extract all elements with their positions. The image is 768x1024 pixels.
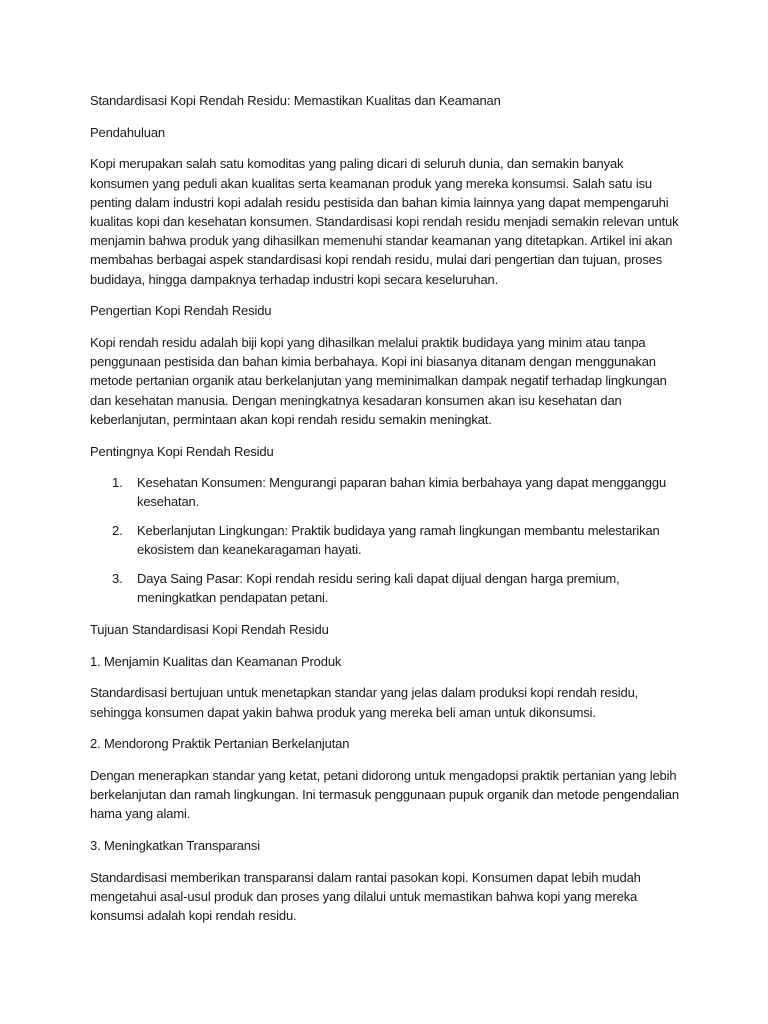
goal-3-paragraph: Standardisasi memberikan transparansi dalam rantai pasokan kopi. Konsumen dapat lebih mudah mengetahui asal-usul produk dan proses yang dilalui untuk memastikan bahwa kopi yang mereka konsumsi adalah kopi rendah residu. — [90, 869, 641, 924]
document-body — [90, 91, 680, 938]
importance-list — [90, 473, 680, 607]
definition-heading: Pengertian Kopi Rendah Residu — [90, 303, 272, 319]
intro-heading: Pendahuluan — [90, 124, 165, 140]
goal-3-heading: 3. Meningkatkan Transparansi — [90, 838, 260, 854]
list-item-number: 1. — [112, 475, 123, 491]
document-title: Standardisasi Kopi Rendah Residu: Memastikan Kualitas dan Keamanan — [90, 93, 501, 108]
list-item — [90, 473, 680, 511]
goal-2-heading: 2. Mendorong Praktik Pertanian Berkelanjutan — [90, 736, 350, 752]
intro-paragraph: Kopi merupakan salah satu komoditas yang paling dicari di seluruh dunia, dan semakin banyak konsumen yang peduli akan kualitas serta keamanan produk yang mereka konsumsi. Salah satu isu penting dalam industri kopi adalah residu pestisida dan bahan kimia lainnya yang dapat mempengaruhi kualitas kopi dan kesehatan konsumen. Standardisasi kopi rendah residu menjadi semakin relevan untuk menjamin bahwa produk yang dihasilkan memenuhi standar keamanan yang ditetapkan. Artikel ini akan membahas berbagai aspek standardisasi kopi rendah residu, mulai dari pengertian dan tujuan, proses budidaya, hingga dampaknya terhadap industri kopi secara keseluruhan. — [90, 156, 679, 287]
definition-paragraph: Kopi rendah residu adalah biji kopi yang dihasilkan melalui praktik budidaya yang minim atau tanpa penggunaan pestisida dan bahan kimia berbahaya. Kopi ini biasanya ditanam dengan menggunakan metode pertanian organik atau berkelanjutan yang meminimalkan dampak negatif terhadap lingkungan dan kesehatan manusia. Dengan meningkatnya kesadaran konsumen akan isu kesehatan dan keberlanjutan, permintaan akan kopi rendah residu semakin meningkat. — [90, 335, 667, 427]
importance-heading: Pentingnya Kopi Rendah Residu — [90, 443, 274, 459]
goal-2-paragraph: Dengan menerapkan standar yang ketat, petani didorong untuk mengadopsi praktik pertanian yang lebih berkelanjutan dan ramah lingkungan. Ini termasuk penggunaan pupuk organik dan metode pengendalian hama yang alami. — [90, 767, 679, 822]
list-item-number: 3. — [112, 571, 123, 587]
goal-1-heading: 1. Menjamin Kualitas dan Keamanan Produk — [90, 653, 342, 669]
list-item — [90, 569, 680, 607]
list-item-text: Keberlanjutan Lingkungan: Praktik budidaya yang ramah lingkungan membantu melestarikan ekosistem dan keanekaragaman hayati. — [137, 523, 660, 558]
goal-1-paragraph: Standardisasi bertujuan untuk menetapkan standar yang jelas dalam produksi kopi rendah residu, sehingga konsumen dapat yakin bahwa produk yang mereka beli aman untuk dikonsumsi. — [90, 685, 639, 720]
list-item-text: Kesehatan Konsumen: Mengurangi paparan bahan kimia berbahaya yang dapat mengganggu kesehatan. — [137, 475, 667, 510]
list-item — [90, 521, 680, 559]
goals-heading: Tujuan Standardisasi Kopi Rendah Residu — [90, 621, 329, 637]
list-item-number: 2. — [112, 523, 123, 539]
list-item-text: Daya Saing Pasar: Kopi rendah residu sering kali dapat dijual dengan harga premium, meningkatkan pendapatan petani. — [137, 571, 620, 606]
